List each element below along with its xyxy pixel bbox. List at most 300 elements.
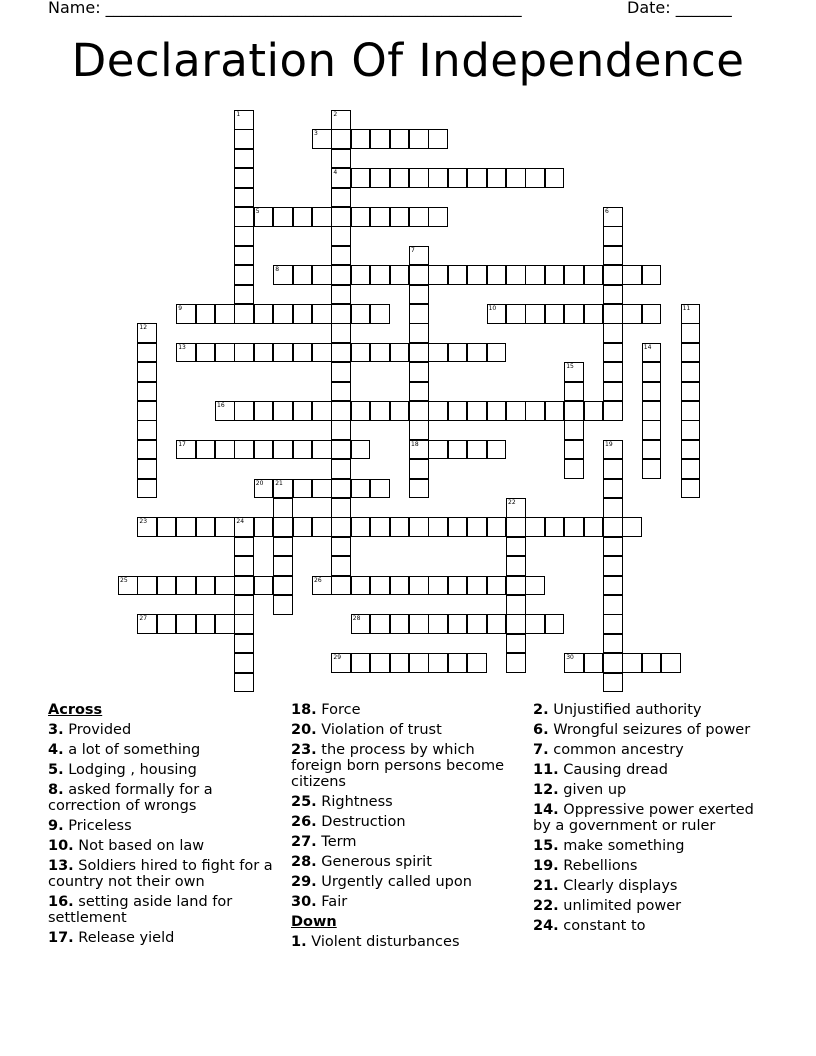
- date-field-label[interactable]: Date: _______: [627, 0, 732, 17]
- grid-cell[interactable]: [293, 265, 313, 285]
- grid-cell[interactable]: [409, 207, 429, 227]
- grid-cell[interactable]: [293, 479, 313, 499]
- grid-cell[interactable]: [409, 382, 429, 402]
- grid-cell[interactable]: [331, 362, 351, 382]
- grid-cell[interactable]: [234, 149, 254, 169]
- grid-cell[interactable]: [448, 653, 468, 673]
- grid-cell[interactable]: [312, 343, 332, 363]
- grid-cell[interactable]: [254, 401, 274, 421]
- grid-cell[interactable]: [390, 517, 410, 537]
- grid-cell[interactable]: [409, 246, 429, 266]
- grid-cell[interactable]: [196, 440, 216, 460]
- grid-cell[interactable]: [331, 149, 351, 169]
- grid-cell[interactable]: [331, 129, 351, 149]
- grid-cell[interactable]: [428, 653, 448, 673]
- grid-cell[interactable]: [467, 265, 487, 285]
- grid-cell[interactable]: [331, 285, 351, 305]
- grid-cell[interactable]: [370, 343, 390, 363]
- grid-cell[interactable]: [312, 401, 332, 421]
- grid-cell[interactable]: [564, 382, 584, 402]
- grid-cell[interactable]: [506, 653, 526, 673]
- grid-cell[interactable]: [157, 614, 177, 634]
- grid-cell[interactable]: [234, 401, 254, 421]
- grid-cell[interactable]: [370, 614, 390, 634]
- grid-cell[interactable]: [564, 517, 584, 537]
- grid-cell[interactable]: [331, 246, 351, 266]
- grid-cell[interactable]: [448, 517, 468, 537]
- grid-cell[interactable]: [467, 517, 487, 537]
- grid-cell[interactable]: [273, 576, 293, 596]
- grid-cell[interactable]: [603, 498, 623, 518]
- grid-cell[interactable]: [428, 168, 448, 188]
- grid-cell[interactable]: [642, 304, 662, 324]
- grid-cell[interactable]: [234, 517, 254, 537]
- grid-cell[interactable]: [331, 459, 351, 479]
- grid-cell[interactable]: [390, 401, 410, 421]
- grid-cell[interactable]: [564, 653, 584, 673]
- grid-cell[interactable]: [215, 576, 235, 596]
- grid-cell[interactable]: [234, 673, 254, 693]
- grid-cell[interactable]: [254, 440, 274, 460]
- grid-cell[interactable]: [681, 362, 701, 382]
- grid-cell[interactable]: [428, 401, 448, 421]
- grid-cell[interactable]: [584, 517, 604, 537]
- grid-cell[interactable]: [331, 479, 351, 499]
- grid-cell[interactable]: [448, 614, 468, 634]
- grid-cell[interactable]: [390, 207, 410, 227]
- grid-cell[interactable]: [137, 382, 157, 402]
- grid-cell[interactable]: [137, 459, 157, 479]
- grid-cell[interactable]: [525, 304, 545, 324]
- grid-cell[interactable]: [428, 576, 448, 596]
- grid-cell[interactable]: [681, 420, 701, 440]
- grid-cell[interactable]: [681, 343, 701, 363]
- grid-cell[interactable]: [525, 168, 545, 188]
- grid-cell[interactable]: [409, 323, 429, 343]
- grid-cell[interactable]: [467, 614, 487, 634]
- grid-cell[interactable]: [603, 362, 623, 382]
- grid-cell[interactable]: [545, 401, 565, 421]
- grid-cell[interactable]: [467, 576, 487, 596]
- grid-cell[interactable]: [409, 614, 429, 634]
- grid-cell[interactable]: [273, 479, 293, 499]
- grid-cell[interactable]: [603, 401, 623, 421]
- grid-cell[interactable]: [584, 653, 604, 673]
- grid-cell[interactable]: [642, 362, 662, 382]
- grid-cell[interactable]: [487, 343, 507, 363]
- grid-cell[interactable]: [584, 304, 604, 324]
- grid-cell[interactable]: [196, 576, 216, 596]
- grid-cell[interactable]: [428, 207, 448, 227]
- grid-cell[interactable]: [234, 614, 254, 634]
- grid-cell[interactable]: [234, 285, 254, 305]
- grid-cell[interactable]: [351, 653, 371, 673]
- grid-cell[interactable]: [506, 595, 526, 615]
- grid-cell[interactable]: [487, 304, 507, 324]
- grid-cell[interactable]: [331, 517, 351, 537]
- grid-cell[interactable]: [409, 440, 429, 460]
- grid-cell[interactable]: [390, 343, 410, 363]
- grid-cell[interactable]: [234, 595, 254, 615]
- grid-cell[interactable]: [215, 401, 235, 421]
- grid-cell[interactable]: [351, 129, 371, 149]
- grid-cell[interactable]: [409, 401, 429, 421]
- grid-cell[interactable]: [506, 304, 526, 324]
- grid-cell[interactable]: [293, 440, 313, 460]
- grid-cell[interactable]: [525, 576, 545, 596]
- name-field-label[interactable]: Name: ____________________________________________________: [48, 0, 522, 17]
- grid-cell[interactable]: [467, 401, 487, 421]
- grid-cell[interactable]: [137, 420, 157, 440]
- grid-cell[interactable]: [506, 517, 526, 537]
- grid-cell[interactable]: [603, 673, 623, 693]
- grid-cell[interactable]: [390, 129, 410, 149]
- grid-cell[interactable]: [254, 517, 274, 537]
- grid-cell[interactable]: [661, 653, 681, 673]
- grid-cell[interactable]: [545, 265, 565, 285]
- grid-cell[interactable]: [254, 207, 274, 227]
- grid-cell[interactable]: [545, 168, 565, 188]
- grid-cell[interactable]: [525, 517, 545, 537]
- grid-cell[interactable]: [603, 285, 623, 305]
- grid-cell[interactable]: [487, 614, 507, 634]
- grid-cell[interactable]: [137, 576, 157, 596]
- grid-cell[interactable]: [312, 576, 332, 596]
- grid-cell[interactable]: [409, 479, 429, 499]
- grid-cell[interactable]: [254, 479, 274, 499]
- grid-cell[interactable]: [487, 576, 507, 596]
- grid-cell[interactable]: [603, 634, 623, 654]
- grid-cell[interactable]: [428, 343, 448, 363]
- grid-cell[interactable]: [409, 420, 429, 440]
- grid-cell[interactable]: [603, 479, 623, 499]
- grid-cell[interactable]: [370, 576, 390, 596]
- grid-cell[interactable]: [351, 168, 371, 188]
- grid-cell[interactable]: [293, 343, 313, 363]
- grid-cell[interactable]: [312, 479, 332, 499]
- grid-cell[interactable]: [312, 265, 332, 285]
- grid-cell[interactable]: [196, 304, 216, 324]
- grid-cell[interactable]: [176, 343, 196, 363]
- grid-cell[interactable]: [312, 207, 332, 227]
- grid-cell[interactable]: [564, 459, 584, 479]
- grid-cell[interactable]: [234, 265, 254, 285]
- grid-cell[interactable]: [137, 479, 157, 499]
- grid-cell[interactable]: [603, 576, 623, 596]
- grid-cell[interactable]: [331, 420, 351, 440]
- grid-cell[interactable]: [467, 653, 487, 673]
- grid-cell[interactable]: [370, 517, 390, 537]
- grid-cell[interactable]: [196, 614, 216, 634]
- grid-cell[interactable]: [312, 304, 332, 324]
- grid-cell[interactable]: [331, 168, 351, 188]
- grid-cell[interactable]: [622, 265, 642, 285]
- grid-cell[interactable]: [351, 265, 371, 285]
- grid-cell[interactable]: [642, 440, 662, 460]
- grid-cell[interactable]: [234, 207, 254, 227]
- grid-cell[interactable]: [273, 304, 293, 324]
- grid-cell[interactable]: [603, 246, 623, 266]
- grid-cell[interactable]: [273, 517, 293, 537]
- grid-cell[interactable]: [409, 304, 429, 324]
- grid-cell[interactable]: [137, 401, 157, 421]
- grid-cell[interactable]: [390, 614, 410, 634]
- grid-cell[interactable]: [273, 595, 293, 615]
- grid-cell[interactable]: [118, 576, 138, 596]
- grid-cell[interactable]: [487, 401, 507, 421]
- grid-cell[interactable]: [642, 343, 662, 363]
- grid-cell[interactable]: [234, 188, 254, 208]
- grid-cell[interactable]: [254, 576, 274, 596]
- grid-cell[interactable]: [564, 420, 584, 440]
- grid-cell[interactable]: [331, 537, 351, 557]
- grid-cell[interactable]: [351, 517, 371, 537]
- grid-cell[interactable]: [506, 556, 526, 576]
- grid-cell[interactable]: [622, 517, 642, 537]
- grid-cell[interactable]: [642, 265, 662, 285]
- grid-cell[interactable]: [370, 265, 390, 285]
- grid-cell[interactable]: [176, 614, 196, 634]
- grid-cell[interactable]: [525, 614, 545, 634]
- grid-cell[interactable]: [603, 595, 623, 615]
- grid-cell[interactable]: [448, 401, 468, 421]
- grid-cell[interactable]: [390, 653, 410, 673]
- grid-cell[interactable]: [351, 343, 371, 363]
- grid-cell[interactable]: [331, 226, 351, 246]
- grid-cell[interactable]: [293, 401, 313, 421]
- grid-cell[interactable]: [467, 168, 487, 188]
- grid-cell[interactable]: [390, 576, 410, 596]
- grid-cell[interactable]: [564, 440, 584, 460]
- grid-cell[interactable]: [622, 653, 642, 673]
- grid-cell[interactable]: [331, 440, 351, 460]
- grid-cell[interactable]: [603, 459, 623, 479]
- grid-cell[interactable]: [603, 226, 623, 246]
- grid-cell[interactable]: [157, 517, 177, 537]
- grid-cell[interactable]: [273, 440, 293, 460]
- grid-cell[interactable]: [467, 440, 487, 460]
- grid-cell[interactable]: [157, 576, 177, 596]
- grid-cell[interactable]: [487, 168, 507, 188]
- grid-cell[interactable]: [564, 265, 584, 285]
- grid-cell[interactable]: [273, 401, 293, 421]
- grid-cell[interactable]: [545, 304, 565, 324]
- grid-cell[interactable]: [428, 517, 448, 537]
- grid-cell[interactable]: [331, 556, 351, 576]
- grid-cell[interactable]: [564, 304, 584, 324]
- grid-cell[interactable]: [681, 401, 701, 421]
- grid-cell[interactable]: [409, 129, 429, 149]
- grid-cell[interactable]: [273, 265, 293, 285]
- grid-cell[interactable]: [603, 343, 623, 363]
- grid-cell[interactable]: [603, 556, 623, 576]
- grid-cell[interactable]: [234, 537, 254, 557]
- grid-cell[interactable]: [234, 576, 254, 596]
- grid-cell[interactable]: [331, 304, 351, 324]
- grid-cell[interactable]: [234, 304, 254, 324]
- grid-cell[interactable]: [390, 168, 410, 188]
- grid-cell[interactable]: [642, 420, 662, 440]
- grid-cell[interactable]: [137, 362, 157, 382]
- grid-cell[interactable]: [370, 129, 390, 149]
- grid-cell[interactable]: [428, 440, 448, 460]
- grid-cell[interactable]: [409, 576, 429, 596]
- grid-cell[interactable]: [448, 168, 468, 188]
- grid-cell[interactable]: [681, 382, 701, 402]
- grid-cell[interactable]: [545, 614, 565, 634]
- grid-cell[interactable]: [351, 440, 371, 460]
- grid-cell[interactable]: [506, 498, 526, 518]
- grid-cell[interactable]: [273, 343, 293, 363]
- grid-cell[interactable]: [681, 440, 701, 460]
- grid-cell[interactable]: [137, 440, 157, 460]
- grid-cell[interactable]: [506, 168, 526, 188]
- grid-cell[interactable]: [351, 576, 371, 596]
- grid-cell[interactable]: [331, 401, 351, 421]
- grid-cell[interactable]: [467, 343, 487, 363]
- grid-cell[interactable]: [234, 129, 254, 149]
- grid-cell[interactable]: [370, 168, 390, 188]
- grid-cell[interactable]: [409, 285, 429, 305]
- grid-cell[interactable]: [409, 265, 429, 285]
- grid-cell[interactable]: [331, 653, 351, 673]
- grid-cell[interactable]: [331, 207, 351, 227]
- grid-cell[interactable]: [254, 343, 274, 363]
- grid-cell[interactable]: [448, 265, 468, 285]
- grid-cell[interactable]: [487, 440, 507, 460]
- grid-cell[interactable]: [681, 479, 701, 499]
- grid-cell[interactable]: [681, 459, 701, 479]
- grid-cell[interactable]: [351, 304, 371, 324]
- grid-cell[interactable]: [312, 517, 332, 537]
- grid-cell[interactable]: [234, 226, 254, 246]
- grid-cell[interactable]: [331, 323, 351, 343]
- grid-cell[interactable]: [487, 517, 507, 537]
- grid-cell[interactable]: [331, 343, 351, 363]
- grid-cell[interactable]: [196, 517, 216, 537]
- grid-cell[interactable]: [312, 129, 332, 149]
- grid-cell[interactable]: [642, 459, 662, 479]
- grid-cell[interactable]: [331, 576, 351, 596]
- grid-cell[interactable]: [448, 440, 468, 460]
- grid-cell[interactable]: [254, 304, 274, 324]
- grid-cell[interactable]: [506, 401, 526, 421]
- grid-cell[interactable]: [409, 459, 429, 479]
- grid-cell[interactable]: [506, 634, 526, 654]
- grid-cell[interactable]: [564, 401, 584, 421]
- grid-cell[interactable]: [603, 304, 623, 324]
- grid-cell[interactable]: [603, 517, 623, 537]
- grid-cell[interactable]: [234, 556, 254, 576]
- grid-cell[interactable]: [506, 614, 526, 634]
- grid-cell[interactable]: [622, 304, 642, 324]
- grid-cell[interactable]: [428, 265, 448, 285]
- grid-cell[interactable]: [234, 343, 254, 363]
- grid-cell[interactable]: [176, 517, 196, 537]
- grid-cell[interactable]: [273, 207, 293, 227]
- grid-cell[interactable]: [215, 304, 235, 324]
- grid-cell[interactable]: [428, 129, 448, 149]
- grid-cell[interactable]: [215, 517, 235, 537]
- grid-cell[interactable]: [642, 382, 662, 402]
- grid-cell[interactable]: [370, 304, 390, 324]
- grid-cell[interactable]: [681, 304, 701, 324]
- grid-cell[interactable]: [584, 401, 604, 421]
- grid-cell[interactable]: [448, 576, 468, 596]
- grid-cell[interactable]: [137, 323, 157, 343]
- grid-cell[interactable]: [137, 343, 157, 363]
- grid-cell[interactable]: [137, 614, 157, 634]
- grid-cell[interactable]: [448, 343, 468, 363]
- grid-cell[interactable]: [331, 265, 351, 285]
- grid-cell[interactable]: [525, 401, 545, 421]
- grid-cell[interactable]: [409, 168, 429, 188]
- grid-cell[interactable]: [331, 188, 351, 208]
- grid-cell[interactable]: [234, 168, 254, 188]
- grid-cell[interactable]: [196, 343, 216, 363]
- grid-cell[interactable]: [370, 207, 390, 227]
- grid-cell[interactable]: [273, 537, 293, 557]
- grid-cell[interactable]: [506, 576, 526, 596]
- grid-cell[interactable]: [176, 440, 196, 460]
- grid-cell[interactable]: [176, 304, 196, 324]
- grid-cell[interactable]: [234, 440, 254, 460]
- grid-cell[interactable]: [351, 479, 371, 499]
- grid-cell[interactable]: [215, 343, 235, 363]
- grid-cell[interactable]: [545, 517, 565, 537]
- grid-cell[interactable]: [409, 362, 429, 382]
- grid-cell[interactable]: [312, 440, 332, 460]
- grid-cell[interactable]: [603, 323, 623, 343]
- grid-cell[interactable]: [137, 517, 157, 537]
- grid-cell[interactable]: [603, 440, 623, 460]
- grid-cell[interactable]: [215, 614, 235, 634]
- grid-cell[interactable]: [603, 382, 623, 402]
- grid-cell[interactable]: [351, 614, 371, 634]
- grid-cell[interactable]: [370, 653, 390, 673]
- grid-cell[interactable]: [273, 556, 293, 576]
- grid-cell[interactable]: [642, 401, 662, 421]
- grid-cell[interactable]: [331, 498, 351, 518]
- grid-cell[interactable]: [234, 246, 254, 266]
- grid-cell[interactable]: [293, 207, 313, 227]
- grid-cell[interactable]: [351, 207, 371, 227]
- grid-cell[interactable]: [409, 653, 429, 673]
- grid-cell[interactable]: [234, 653, 254, 673]
- grid-cell[interactable]: [603, 537, 623, 557]
- grid-cell[interactable]: [370, 401, 390, 421]
- grid-cell[interactable]: [370, 479, 390, 499]
- grid-cell[interactable]: [331, 382, 351, 402]
- grid-cell[interactable]: [293, 517, 313, 537]
- grid-cell[interactable]: [506, 537, 526, 557]
- grid-cell[interactable]: [584, 265, 604, 285]
- grid-cell[interactable]: [409, 343, 429, 363]
- grid-cell[interactable]: [603, 207, 623, 227]
- grid-cell[interactable]: [215, 440, 235, 460]
- grid-cell[interactable]: [176, 576, 196, 596]
- grid-cell[interactable]: [234, 110, 254, 130]
- grid-cell[interactable]: [642, 653, 662, 673]
- grid-cell[interactable]: [273, 498, 293, 518]
- grid-cell[interactable]: [351, 401, 371, 421]
- grid-cell[interactable]: [506, 265, 526, 285]
- grid-cell[interactable]: [603, 265, 623, 285]
- grid-cell[interactable]: [681, 323, 701, 343]
- grid-cell[interactable]: [409, 517, 429, 537]
- grid-cell[interactable]: [234, 634, 254, 654]
- grid-cell[interactable]: [487, 265, 507, 285]
